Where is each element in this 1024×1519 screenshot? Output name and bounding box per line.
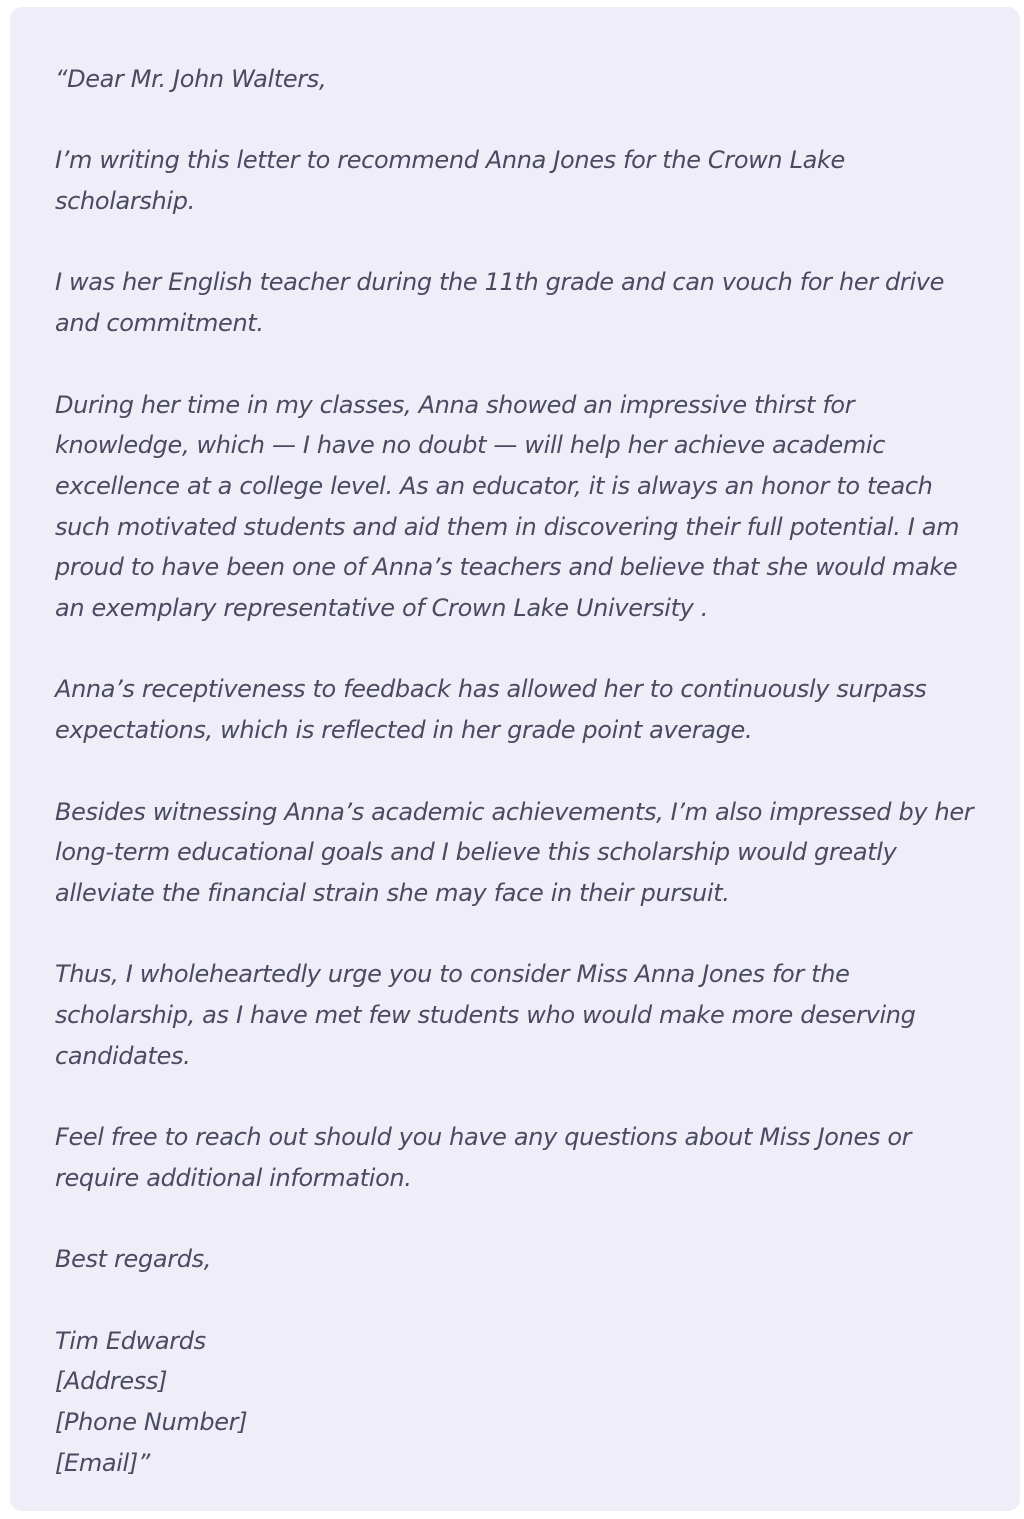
letter-paragraph-2: I was her English teacher during the 11th grade and can vouch for her drive and commitment.	[55, 268, 945, 338]
letter-paragraph-7: Feel free to reach out should you have any questions about Miss Jones or require additional information.	[55, 1123, 912, 1192]
signature-address: [Address]	[55, 1367, 168, 1396]
signature-email: [Email]”	[55, 1448, 150, 1477]
letter-closing: Best regards,	[55, 1245, 212, 1274]
letter-salutation: “Dear Mr. John Walters,	[55, 65, 327, 93]
letter-paragraph-3: During her time in my classes, Anna showed an impressive thirst for knowledge, which — I have no doubt — will help her achieve academic excellence at a college level. As an educator, it is always an honor to teach such motivated students and aid them in discovering their full potential. I am proud to have been one of Anna’s teachers and believe that she would make an exemplary representative of Crown Lake University .	[55, 390, 960, 623]
letter-paragraph-4: Anna’s receptiveness to feedback has allowed her to continuously surpass expectations, which is reflected in her grade point average.	[55, 675, 927, 745]
letter-paragraph-1: I’m writing this letter to recommend Anna Jones for the Crown Lake scholarship.	[55, 146, 845, 216]
letter-body	[55, 59, 984, 1483]
letter-paragraph-6: Thus, I wholeheartedly urge you to consider Miss Anna Jones for the scholarship, as I have met few students who would make more deserving candidates.	[55, 960, 916, 1070]
signature-phone: [Phone Number]	[55, 1408, 248, 1437]
letter-card	[10, 7, 1020, 1511]
signature-name: Tim Edwards	[55, 1326, 206, 1355]
letter-signature-block	[55, 1321, 984, 1484]
letter-paragraph-5: Besides witnessing Anna’s academic achievements, I’m also impressed by her long-term educational goals and I believe this scholarship would greatly alleviate the financial strain she may face in their pursuit.	[55, 797, 974, 907]
